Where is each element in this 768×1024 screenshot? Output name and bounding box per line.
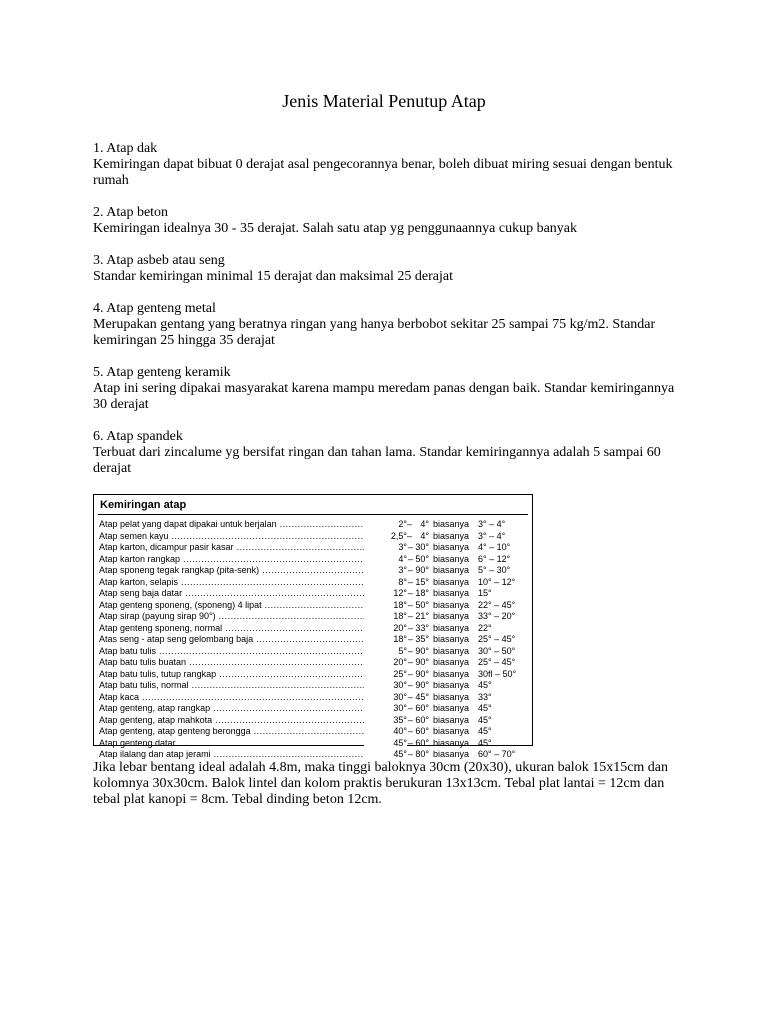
row-usual-value-cell: 45°: [478, 737, 492, 748]
table-heading: Kemiringan atap: [100, 499, 187, 511]
row-usual-value-cell: 3° – 4°: [478, 519, 506, 529]
table-row: [99, 623, 528, 635]
section-body: Atap ini sering dipakai masyarakat karena mampu meredam panas dengan baik. Standar kemiringannya 30 derajat: [93, 381, 675, 412]
table-row: [99, 611, 528, 623]
row-usual-label-cell: biasanya: [433, 645, 470, 656]
row-name-cell: Atap pelat yang dapat dipakai untuk berjalan .....: [99, 519, 377, 531]
row-name-cell: Atap batu tulis buatan .....: [99, 657, 377, 669]
row-min-cell: 3°: [364, 542, 407, 554]
row-min-cell: 25°: [364, 669, 407, 681]
row-name-cell: Atap genteng sponeng, (sponeng) 4 lipat .....: [99, 600, 377, 612]
row-max-cell: – 60°: [407, 714, 429, 725]
row-min-cell: 18°: [364, 600, 407, 612]
row-separator-cell: –: [407, 530, 413, 541]
row-min-cell: 2°: [364, 519, 407, 531]
row-max-cell: – 15°: [407, 576, 429, 587]
roof-type-section: [93, 205, 683, 237]
row-name-cell: Atap batu tulis, tutup rangkap .....: [99, 669, 377, 681]
table-row: [99, 588, 528, 600]
row-min-cell: 18°: [364, 634, 407, 646]
row-max-cell: 4°: [420, 530, 429, 541]
row-usual-label-cell: biasanya: [433, 542, 470, 552]
row-usual-value-cell: 30° – 50°: [478, 645, 516, 656]
section-heading: 6. Atap spandek: [93, 429, 183, 444]
row-name-cell: Atap kaca .....: [99, 692, 377, 704]
row-usual-value-cell: 45°: [478, 726, 492, 736]
row-usual-label-cell: biasanya: [433, 530, 470, 541]
row-name-cell: Atap genteng, atap rangkap .....: [99, 703, 377, 715]
row-usual-label-cell: biasanya: [433, 703, 470, 713]
row-usual-value-cell: 25° – 45°: [478, 657, 516, 667]
row-min-cell: 8°: [364, 577, 407, 589]
row-max-cell: – 90°: [407, 645, 429, 656]
row-name-cell: Atap seng baja datar .....: [99, 588, 377, 600]
row-usual-label-cell: biasanya: [433, 588, 470, 598]
row-max-cell: – 33°: [407, 622, 429, 633]
row-max-cell: – 60°: [407, 703, 429, 713]
row-max-cell: – 60°: [407, 726, 429, 736]
section-heading: 3. Atap asbeb atau seng: [93, 253, 225, 268]
row-usual-label-cell: biasanya: [433, 691, 470, 702]
row-max-cell: – 90°: [407, 565, 429, 575]
row-min-cell: 30°: [364, 680, 407, 692]
row-name-cell: Atas seng - atap seng gelombang baja .....: [99, 634, 377, 646]
row-usual-label-cell: biasanya: [433, 737, 470, 748]
table-row: [99, 519, 528, 531]
section-heading: 5. Atap genteng keramik: [93, 365, 231, 380]
table-row: [99, 669, 528, 681]
row-name-cell: Atap sirap (payung sirap 90°) .....: [99, 611, 377, 623]
row-usual-value-cell: 45°: [478, 680, 492, 690]
row-usual-value-cell: 10° – 12°: [478, 576, 516, 587]
table-row: [99, 646, 528, 658]
row-usual-label-cell: biasanya: [433, 519, 470, 529]
row-max-cell: – 90°: [407, 668, 429, 679]
row-name-cell: Atap genteng, atap mahkota .....: [99, 715, 377, 727]
section-body: Kemiringan dapat bibuat 0 derajat asal pengecorannya benar, boleh dibuat miring sesuai dengan bentuk rumah: [93, 157, 673, 188]
row-min-cell: 20°: [364, 623, 407, 635]
roof-type-section: [93, 253, 683, 285]
row-usual-value-cell: 4° – 10°: [478, 542, 511, 552]
row-min-cell: 2,5°: [364, 531, 407, 543]
row-name-cell: Atap batu tulis .....: [99, 646, 377, 658]
row-max-cell: – 50°: [407, 553, 429, 564]
section-heading: 1. Atap dak: [93, 141, 158, 156]
row-max-cell: – 90°: [407, 680, 429, 690]
table-row: [99, 634, 528, 646]
section-body: Kemiringan idealnya 30 - 35 derajat. Salah satu atap yg penggunaannya cukup banyak: [93, 221, 578, 236]
table-row: [99, 542, 528, 554]
row-name-cell: Atap ilalang dan atap jerami .....: [99, 749, 377, 761]
roof-type-section: [93, 365, 683, 413]
row-usual-value-cell: 30fl – 50°: [478, 668, 517, 679]
row-min-cell: 30°: [364, 703, 407, 715]
row-min-cell: 3°: [364, 565, 407, 577]
row-usual-value-cell: 33°: [478, 691, 492, 702]
row-min-cell: 18°: [364, 611, 407, 623]
row-name-cell: Atap genteng datar .....: [99, 738, 377, 750]
table-row: [99, 680, 528, 692]
row-max-cell: 4°: [420, 519, 429, 529]
table-row: [99, 703, 528, 715]
row-usual-value-cell: 6° – 12°: [478, 553, 511, 564]
row-max-cell: – 21°: [407, 611, 429, 621]
table-row: [99, 715, 528, 727]
row-name-cell: Atap karton, dicampur pasir kasar .....: [99, 542, 377, 554]
section-body: Merupakan gentang yang beratnya ringan yang hanya berbobot sekitar 25 sampai 75 kg/m2. Standar kemiringan 25 hingga 35 derajat: [93, 317, 656, 348]
row-usual-label-cell: biasanya: [433, 657, 470, 667]
row-max-cell: – 60°: [407, 737, 429, 748]
row-usual-value-cell: 3° – 4°: [478, 530, 506, 541]
row-min-cell: 45°: [364, 749, 407, 761]
roof-type-section: [93, 301, 683, 349]
row-min-cell: 4°: [364, 554, 407, 566]
section-heading: 2. Atap beton: [93, 205, 169, 220]
row-separator-cell: –: [407, 519, 413, 529]
row-usual-label-cell: biasanya: [433, 611, 470, 621]
row-name-cell: Atap batu tulis, normal .....: [99, 680, 377, 692]
row-max-cell: – 90°: [407, 657, 429, 667]
table-row: [99, 657, 528, 669]
row-name-cell: Atap sponeng tegak rangkap (pita-senk) .....: [99, 565, 377, 577]
row-usual-label-cell: biasanya: [433, 565, 470, 575]
footer-paragraph: Jika lebar bentang ideal adalah 4.8m, maka tinggi baloknya 30cm (20x30), ukuran balok 15x15cm dan kolomnya 30x30cm. Balok lintel dan kolom praktis berukuran 13x13cm. Tebal plat lantai = 12cm dan tebal plat kanopi = 8cm. Tebal dinding beton 12cm.: [93, 760, 669, 807]
table-row: [99, 577, 528, 589]
row-min-cell: 20°: [364, 657, 407, 669]
row-min-cell: 12°: [364, 588, 407, 600]
row-usual-value-cell: 33° – 20°: [478, 611, 516, 621]
section-heading: 4. Atap genteng metal: [93, 301, 216, 316]
roof-types-list: [93, 141, 683, 493]
row-usual-label-cell: biasanya: [433, 668, 470, 679]
row-usual-label-cell: biasanya: [433, 576, 470, 587]
table-rows: [99, 519, 528, 761]
table-divider: [98, 514, 528, 515]
row-max-cell: – 80°: [407, 749, 429, 759]
row-usual-value-cell: 22° – 45°: [478, 599, 516, 610]
row-usual-value-cell: 45°: [478, 714, 492, 725]
row-name-cell: Atap semen kayu .....: [99, 531, 377, 543]
row-max-cell: – 50°: [407, 599, 429, 610]
table-row: [99, 565, 528, 577]
table-row: [99, 749, 528, 761]
roof-type-section: [93, 429, 683, 477]
row-name-cell: Atap karton, selapis .....: [99, 577, 377, 589]
row-name-cell: Atap genteng sponeng, normal .....: [99, 623, 377, 635]
table-row: [99, 738, 528, 750]
roof-slope-table: [93, 494, 533, 759]
section-body: Standar kemiringan minimal 15 derajat dan maksimal 25 derajat: [93, 269, 454, 284]
row-usual-label-cell: biasanya: [433, 749, 470, 759]
row-usual-value-cell: 25° – 45°: [478, 634, 516, 644]
row-usual-value-cell: 60° – 70°: [478, 749, 516, 759]
row-name-cell: Atap karton rangkap .....: [99, 554, 377, 566]
table-row: [99, 600, 528, 612]
row-min-cell: 5°: [364, 646, 407, 658]
row-usual-value-cell: 5° – 30°: [478, 565, 511, 575]
roof-type-section: [93, 141, 683, 189]
row-max-cell: – 45°: [407, 691, 429, 702]
row-usual-label-cell: biasanya: [433, 622, 470, 633]
table-row: [99, 554, 528, 566]
row-usual-label-cell: biasanya: [433, 680, 470, 690]
table-row: [99, 692, 528, 704]
row-min-cell: 40°: [364, 726, 407, 738]
row-usual-label-cell: biasanya: [433, 634, 470, 644]
row-usual-label-cell: biasanya: [433, 714, 470, 725]
row-usual-label-cell: biasanya: [433, 726, 470, 736]
row-max-cell: – 18°: [407, 588, 429, 598]
table-row: [99, 531, 528, 543]
row-usual-value-cell: 22°: [478, 622, 492, 633]
row-usual-value-cell: 15°: [478, 588, 492, 598]
row-max-cell: – 35°: [407, 634, 429, 644]
row-usual-label-cell: biasanya: [433, 553, 470, 564]
row-min-cell: 30°: [364, 692, 407, 704]
row-usual-value-cell: 45°: [478, 703, 492, 713]
table-row: [99, 726, 528, 738]
row-min-cell: 45°: [364, 738, 407, 750]
section-body: Terbuat dari zincalume yg bersifat ringan dan tahan lama. Standar kemiringannya adalah 5 sampai 60 derajat: [93, 445, 661, 476]
row-min-cell: 35°: [364, 715, 407, 727]
row-usual-label-cell: biasanya: [433, 599, 470, 610]
page-title: Jenis Material Penutup Atap: [282, 91, 486, 111]
row-name-cell: Atap genteng, atap genteng berongga .....: [99, 726, 377, 738]
row-max-cell: – 30°: [407, 542, 429, 552]
